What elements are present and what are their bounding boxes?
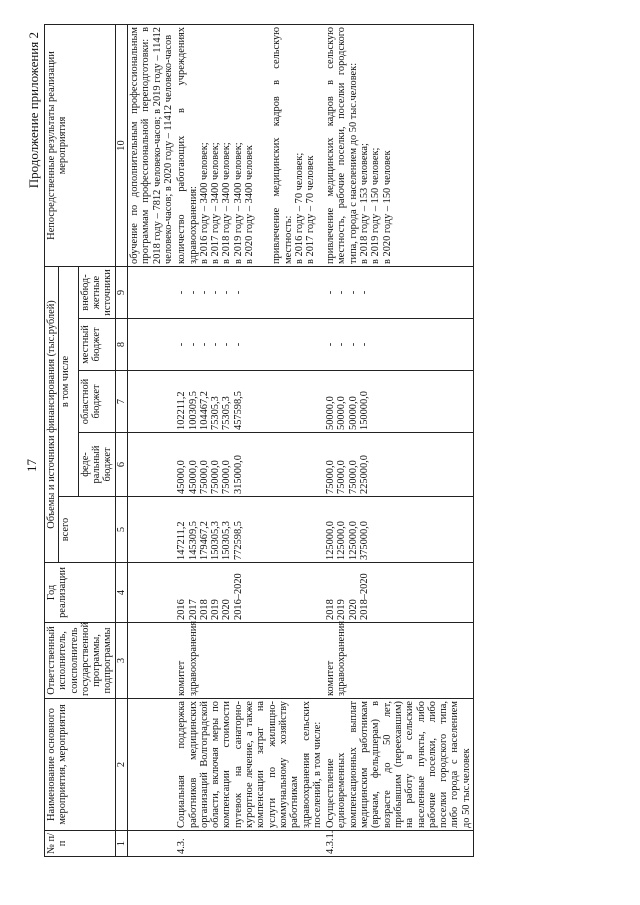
- col-funding-header: Объемы и источники финансирования (тыс.рублей): [45, 267, 59, 563]
- row-4-3-total: 147211,2 145309,5 179467,2 150305,3 150305,3 772598,5: [175, 497, 324, 563]
- col-reg-header: областной бюджет: [78, 371, 115, 433]
- col-num-header: № п/п: [45, 831, 116, 857]
- continuation-result: обучение по дополнительным профессиональным программам профессиональной переподготовки: в 2018 году – 7812 человеко-часов; в 2019 году – 11412 человеко-часов; в 2020 году – 11412 человеко-часов: [128, 25, 176, 267]
- row-4-3-extra: - - - - - -: [175, 267, 324, 319]
- row-4-3-fed: 45000,0 45000,0 75000,0 75000,0 75000,0 315000,0: [175, 433, 324, 497]
- table-row-4-3: [175, 25, 324, 857]
- idx-3: 3: [115, 623, 127, 699]
- row-4-3-1-executor: комитет здравоохранения: [324, 623, 473, 699]
- page-number: 17: [24, 459, 39, 472]
- col-result-header: Непосредственные результаты реализации мероприятия: [45, 25, 116, 267]
- row-4-3-reg: 102211,2 100309,5 104467,2 75305,3 75305,3 457598,5: [175, 371, 324, 433]
- program-activities-table: [44, 24, 474, 857]
- row-4-3-1-local: - - - -: [324, 319, 473, 371]
- col-name-header: Наименование основного мероприятия, мероприятия: [45, 699, 116, 831]
- row-4-3-1-extra: - - - -: [324, 267, 473, 319]
- header-row-1: [45, 25, 59, 857]
- idx-5: 5: [115, 497, 127, 563]
- row-4-3-result: количество работающих в учреждениях здравоохранения: в 2016 году – 3400 человек; в 2017 году – 3400 человек; в 2018 году – 3400 человек; в 2019 году – 3400 человек; в 2020 году – 3400 человек привлечение медицинских кадров в сельскую местность: в 2016 году – 70 человек; в 2017 году – 70 человек: [175, 25, 324, 267]
- col-total-header: всего: [59, 497, 115, 563]
- col-incl-header: в том числе: [59, 267, 79, 497]
- idx-10: 10: [115, 25, 127, 267]
- col-local-header: местный бюджет: [78, 319, 115, 371]
- idx-2: 2: [115, 699, 127, 831]
- idx-1: 1: [115, 831, 127, 857]
- row-4-3-1-years: 2018 2019 2020 2018–2020: [324, 563, 473, 623]
- row-4-3-1-total: 125000,0 125000,0 125000,0 375000,0: [324, 497, 473, 563]
- row-4-3-1-reg: 50000,0 50000,0 50000,0 150000,0: [324, 371, 473, 433]
- idx-4: 4: [115, 563, 127, 623]
- col-executor-header: Ответственный исполнитель, соисполнитель государственной программы, подпрограммы: [45, 623, 116, 699]
- appendix-label: Продолжение приложения 2: [26, 32, 41, 189]
- row-4-3-1-num: 4.3.1.: [324, 831, 473, 857]
- table-row-4-3-1: [324, 25, 473, 857]
- row-4-3-local: - - - - - -: [175, 319, 324, 371]
- table-row-continuation: [128, 25, 176, 857]
- idx-6: 6: [115, 433, 127, 497]
- col-year-header: Год реализации: [45, 563, 116, 623]
- column-index-row: [115, 25, 127, 857]
- row-4-3-1-name: Осуществление единовременных компенсационных выплат медицинским работникам (врачам, фельдшерам) в возрасте до 50 лет, прибывшим (переехавшим) на работу в сельские населенные пункты, либо рабочие поселки, либо поселки городского типа, либо города с населением до 50 тыс.человек: [324, 699, 473, 831]
- idx-8: 8: [115, 319, 127, 371]
- idx-9: 9: [115, 267, 127, 319]
- row-4-3-executor: комитет здравоохранения: [175, 623, 324, 699]
- row-4-3-num: 4.3.: [175, 831, 324, 857]
- col-fed-header: феде- ральный бюджет: [78, 433, 115, 497]
- col-extra-header: внебюд- жетные источники: [78, 267, 115, 319]
- row-4-3-years: 2016 2017 2018 2019 2020 2016–2020: [175, 563, 324, 623]
- idx-7: 7: [115, 371, 127, 433]
- row-4-3-1-fed: 75000,0 75000,0 75000,0 225000,0: [324, 433, 473, 497]
- row-4-3-name: Социальная поддержка работников медицинских организаций Волгоградской области, включая меры по компенсации стоимости путевок на санаторно-курортное лечение, а также компенсации затрат на услуги по жилищно-коммунальному хозяйству работникам здравоохранения сельских поселений, в том числе:: [175, 699, 324, 831]
- row-4-3-1-result: привлечение медицинских кадров в сельскую местность, рабочие поселки, поселки городского типа, города с населением до 50 тыс.человек: в 2018 году – 153 человека; в 2019 году – 150 человек; в 2020 году – 150 человек: [324, 25, 473, 267]
